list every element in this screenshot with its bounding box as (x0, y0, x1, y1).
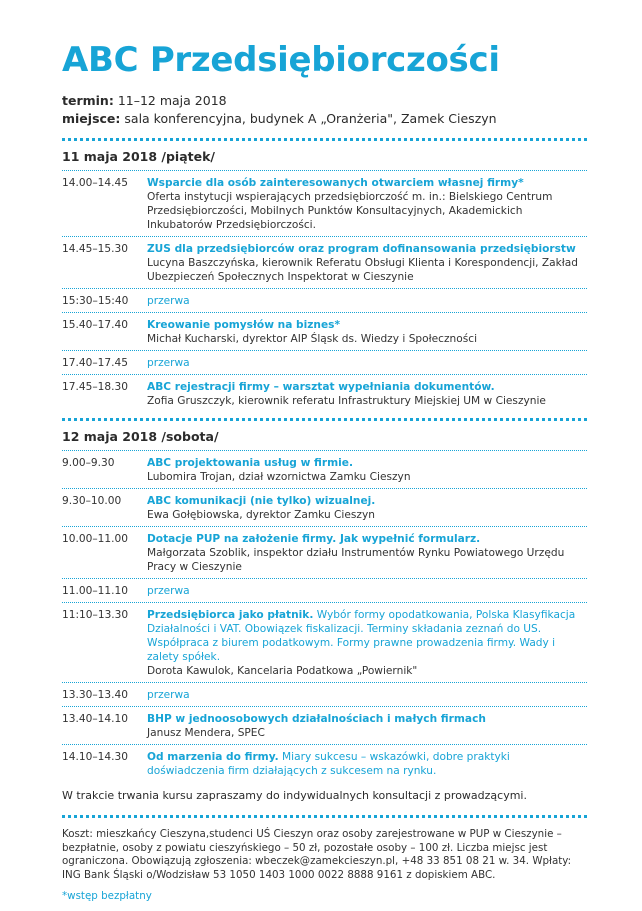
divider (62, 418, 587, 421)
session-time: 15.40–17.40 (62, 319, 128, 331)
event-meta (62, 92, 587, 128)
session-heading (147, 750, 587, 778)
session-heading (147, 242, 587, 256)
session-speaker: Oferta instytucji wspierających przedsiębiorczość m. in.: Bielskiego Centrum Przedsiębiorczości, Mobilnych Punktów Konsultacyjnych, Akademickich Inkubatorów Przedsiębiorczości. (147, 191, 553, 231)
consultation-note: W trakcie trwania kursu zapraszamy do indywidualnych konsultacji z prowadzącymi. (62, 789, 527, 802)
session-time: 14.10–14.30 (62, 751, 128, 763)
session-heading (147, 380, 587, 394)
row-separator (62, 170, 587, 171)
session-time: 9.30–10.00 (62, 495, 122, 507)
session-topics: Miary sukcesu – wskazówki, dobre praktyki doświadczenia firm działających z sukcesem na rynku. (147, 751, 510, 777)
day-heading: 12 maja 2018 /sobota/ (62, 429, 219, 444)
term-label: termin: (62, 93, 114, 108)
session-time: 13.40–14.10 (62, 713, 128, 725)
schedule-row (62, 712, 587, 740)
session-speaker: Ewa Gołębiowska, dyrektor Zamku Cieszyn (147, 509, 375, 521)
session-time: 9.00–9.30 (62, 457, 115, 469)
session-time: 11.00–11.10 (62, 585, 128, 597)
divider (62, 138, 587, 141)
session-details (147, 494, 587, 522)
schedule-row (62, 380, 587, 408)
session-details (147, 456, 587, 484)
session-speaker: Janusz Mendera, SPEC (147, 727, 265, 739)
schedule-row (62, 532, 587, 574)
session-details (147, 318, 587, 346)
session-details (147, 356, 587, 370)
session-time: 17.40–17.45 (62, 357, 128, 369)
session-details (147, 242, 587, 284)
term-value: 11–12 maja 2018 (117, 93, 227, 108)
row-separator (62, 488, 587, 489)
schedule-row (62, 356, 587, 370)
schedule-row (62, 242, 587, 284)
row-separator (62, 350, 587, 351)
session-title: Wsparcie dla osób zainteresowanych otwarciem własnej firmy* (147, 177, 524, 189)
session-heading (147, 456, 587, 470)
row-separator (62, 744, 587, 745)
schedule-row (62, 750, 587, 778)
session-heading (147, 532, 587, 546)
row-separator (62, 526, 587, 527)
schedule-row (62, 176, 587, 232)
session-title: ABC rejestracji firmy – warsztat wypełniania dokumentów. (147, 381, 495, 393)
session-time: 17.45–18.30 (62, 381, 128, 393)
program-page (62, 40, 587, 902)
row-separator (62, 374, 587, 375)
session-heading (147, 318, 587, 332)
session-speaker: Zofia Gruszczyk, kierownik referatu Infrastruktury Miejskiej UM w Cieszynie (147, 395, 546, 407)
session-details (147, 380, 587, 408)
session-details (147, 294, 587, 308)
schedule-row (62, 294, 587, 308)
session-title: Dotacje PUP na założenie firmy. Jak wypełnić formularz. (147, 533, 481, 545)
break-label: przerwa (147, 689, 190, 701)
session-title: Od marzenia do firmy. (147, 751, 279, 763)
term-line (62, 92, 587, 110)
schedule-row (62, 456, 587, 484)
session-details (147, 176, 587, 232)
session-speaker: Lubomira Trojan, dział wzornictwa Zamku Cieszyn (147, 471, 411, 483)
row-separator (62, 602, 587, 603)
session-heading (147, 176, 587, 190)
schedule-day-1 (62, 170, 587, 408)
session-time: 14.45–15.30 (62, 243, 128, 255)
session-heading (147, 608, 587, 664)
session-speaker: Małgorzata Szoblik, inspektor działu Instrumentów Rynku Powiatowego Urzędu Pracy w Cieszynie (147, 547, 565, 573)
page-title: ABC Przedsiębiorczości (62, 40, 500, 80)
session-topics: Wybór formy opodatkowania, Polska Klasyfikacja Działalności i VAT. Obowiązek fiskalizacji. Terminy składania zeznań do US. Współpraca z biurem podatkowym. Formy prawne prowadzenia firmy. Wady i zalety spółek. (147, 609, 576, 663)
session-time: 14.00–14.45 (62, 177, 128, 189)
session-title: ZUS dla przedsiębiorców oraz program dofinansowania przedsiębiorstw (147, 243, 576, 255)
schedule-row (62, 584, 587, 598)
break-label: przerwa (147, 295, 190, 307)
divider (62, 815, 587, 818)
place-label: miejsce: (62, 111, 121, 126)
footnote: *wstęp bezpłatny (62, 890, 152, 902)
session-speaker: Dorota Kawulok, Kancelaria Podatkowa „Powiernik" (147, 665, 418, 677)
row-separator (62, 682, 587, 683)
session-title: Przedsiębiorca jako płatnik. (147, 609, 314, 621)
schedule-day-2 (62, 450, 587, 778)
cost-info: Koszt: mieszkańcy Cieszyna,studenci UŚ Cieszyn oraz osoby zarejestrowane w PUP w Cieszynie – bezpłatnie, osoby z powiatu cieszyńskiego – 50 zł, pozostałe osoby – 100 zł. Liczba miejsc jest ograniczona. Obowiązują zgłoszenia: wbeczek@zamekcieszyn.pl, +48 33 851 08 21 w. 34. Wpłaty: ING Bank Śląski o/Wodzisław 53 1050 1403 1000 0022 8888 9161 z dopiskiem ABC. (62, 828, 572, 881)
schedule-row (62, 608, 587, 678)
row-separator (62, 706, 587, 707)
row-separator (62, 578, 587, 579)
place-line (62, 110, 587, 128)
session-details (147, 712, 587, 740)
break-label: przerwa (147, 357, 190, 369)
day-heading: 11 maja 2018 /piątek/ (62, 149, 215, 164)
row-separator (62, 288, 587, 289)
session-title: Kreowanie pomysłów na biznes* (147, 319, 341, 331)
session-time: 15:30–15:40 (62, 295, 129, 307)
session-details (147, 750, 587, 778)
session-details (147, 584, 587, 598)
session-title: ABC komunikacji (nie tylko) wizualnej. (147, 495, 376, 507)
session-time: 13.30–13.40 (62, 689, 128, 701)
session-title: ABC projektowania usług w firmie. (147, 457, 353, 469)
session-details (147, 532, 587, 574)
session-details (147, 688, 587, 702)
schedule-row (62, 318, 587, 346)
break-label: przerwa (147, 585, 190, 597)
session-time: 10.00–11.00 (62, 533, 128, 545)
session-heading (147, 712, 587, 726)
place-value: sala konferencyjna, budynek A „Oranżeria", Zamek Cieszyn (124, 111, 497, 126)
row-separator (62, 312, 587, 313)
schedule-row (62, 494, 587, 522)
session-speaker: Michał Kucharski, dyrektor AIP Śląsk ds. Wiedzy i Społeczności (147, 333, 478, 345)
session-heading (147, 494, 587, 508)
session-time: 11:10–13.30 (62, 609, 129, 621)
session-title: BHP w jednoosobowych działalnościach i małych firmach (147, 713, 486, 725)
row-separator (62, 236, 587, 237)
schedule-row (62, 688, 587, 702)
session-details (147, 608, 587, 678)
session-speaker: Lucyna Baszczyńska, kierownik Referatu Obsługi Klienta i Korespondencji, Zakład Ubezpieczeń Społecznych Inspektorat w Cieszynie (147, 257, 578, 283)
row-separator (62, 450, 587, 451)
